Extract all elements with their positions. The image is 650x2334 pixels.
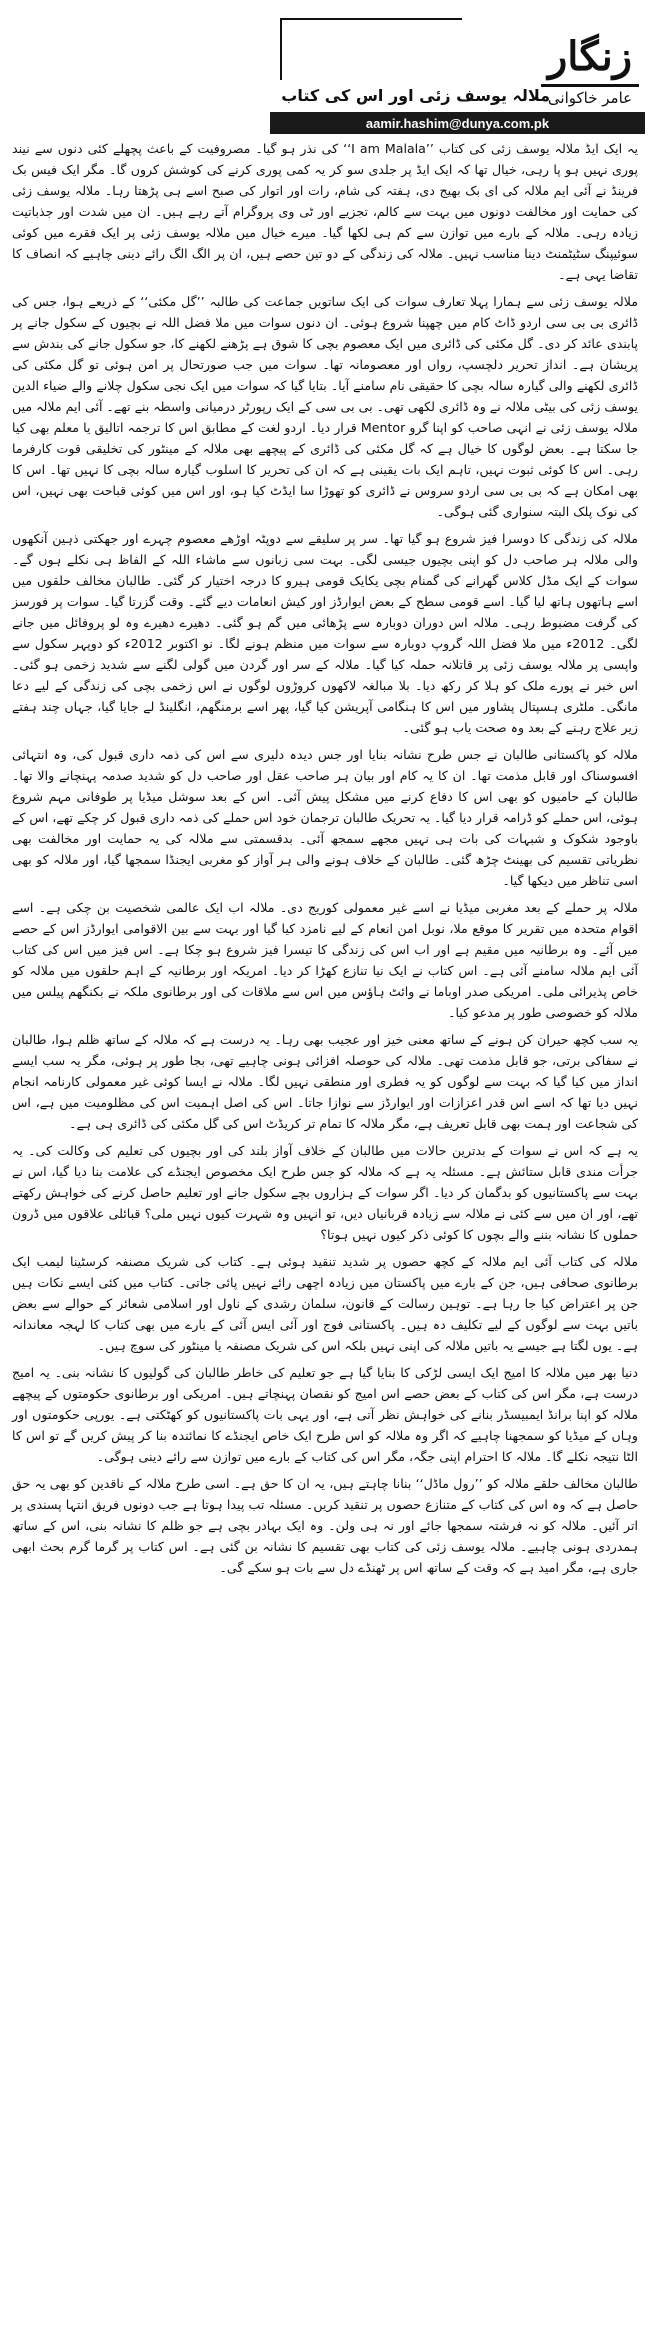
- article-paragraph: ملالہ کو پاکستانی طالبان نے جس طرح نشانہ بنایا اور جس دیدہ دلیری سے اس کی ذمہ داری قبول کی، وہ انتہائی افسوسناک اور قابل مذمت تھا۔ ان کا یہ کام اور بیان ہر صاحب عقل اور صاحب دل کو شدید صدمہ پہنچانے والا تھا۔ طالبان کے حامیوں کو بھی اس کا دفاع کرنے میں مشکل پیش آئی۔ اس کے بعد سوشل میڈیا پر طوفانی مہم شروع ہوئی، اس حملے کو ڈرامہ قرار دیا گیا۔ یہ تحریک طالبان ترجمان خود اس حملے کی ذمہ داری قبول کر چکے تھے، اس کے باوجود شکوک و شبہات کی بات ہی نہیں مجھے سمجھ آئی۔ بدقسمتی سے ملالہ کی یہ حمایت اور مخالفت بھی نظریاتی تقسیم کی بھینٹ چڑھ گئی۔ طالبان کے خلاف ہونے والی ہر آواز کو مغربی ایجنڈا سمجھا گیا، اور ملالہ کو بھی اسی تناظر میں دیکھا گیا۔: [12, 747, 638, 888]
- article-paragraph: دنیا بھر میں ملالہ کا امیج ایک ایسی لڑکی کا بنایا گیا ہے جو تعلیم کی خاطر طالبان کی گولیوں کا نشانہ بنی۔ یہ امیج درست ہے، مگر اس کی کتاب کے بعض حصے اس امیج کو نقصان پہنچاتے ہیں۔ امریکی اور برطانوی حکومتوں کے پیچھے ملالہ کو اپنا برانڈ ایمبیسڈر بنانے کی خواہش نظر آتی ہے، اور یہی بات پاکستانیوں کو کھٹکتی ہے۔ یورپی حکومتوں اور وہاں کے میڈیا کو سمجھنا چاہیے کہ اگر وہ ملالہ کو اس طرح ایک خاص ایجنڈے کا نمائندہ بنا کر پیش کریں گے تو اس کا الٹا نتیجہ نکلے گا۔ ملالہ کا احترام اپنی جگہ، مگر اس کی کتاب کے بارے میں توازن سے رائے دینی ہوگی۔: [12, 1365, 638, 1464]
- article-paragraph: طالبان مخالف حلقے ملالہ کو ’’رول ماڈل‘‘ بنانا چاہتے ہیں، یہ ان کا حق ہے۔ اسی طرح ملالہ کے ناقدین کو بھی یہ حق حاصل ہے کہ وہ اس کی کتاب کے متنازع حصوں پر تنقید کریں۔ مسئلہ تب پیدا ہوتا ہے جب دونوں فریق انتہا پسندی پر اتر آئیں۔ ملالہ کو نہ فرشتہ سمجھا جائے اور نہ ہی ولن۔ وہ ایک بہادر بچی ہے جو ظلم کا نشانہ بنی، اس کے ساتھ ہمدردی ہونی چاہیے۔ ملالہ یوسف زئی کی کتاب بھی تقسیم کا نشانہ بن گئی ہے۔ اس کتاب پر گرما گرم بحث ابھی جاری ہے، مگر امید ہے کہ وقت کے ساتھ اس پر ٹھنڈے دل سے بات ہو سکے گی۔: [12, 1476, 638, 1575]
- header-frame: [280, 18, 462, 80]
- column-headline: ملالہ یوسف زئی اور اس کی کتاب: [281, 86, 550, 105]
- article-paragraph: ملالہ کی کتاب آئی ایم ملالہ کے کچھ حصوں پر شدید تنقید ہوئی ہے۔ کتاب کی شریک مصنفہ کرسٹینا لیمب ایک برطانوی صحافی ہیں، جن کے بارے میں پاکستان میں زیادہ اچھی رائے نہیں پائی جاتی۔ کتاب میں کئی ایسے نکات ہیں جن پر اعتراض کیا جا رہا ہے۔ توہین رسالت کے قانون، سلمان رشدی کے ناول اور اسلامی شعائر کے حوالے سے بعض باتیں بہت سے لوگوں کے لیے تکلیف دہ ہیں۔ پاکستانی فوج اور آئی ایس آئی کے بارے میں بھی کتاب کا لہجہ معاندانہ ہے۔ یوں لگتا ہے جیسے یہ باتیں ملالہ کی اپنی نہیں بلکہ اس کی شریک مصنفہ یا مینٹور کی سوچ ہیں۔: [12, 1254, 638, 1353]
- article-paragraph: ملالہ پر حملے کے بعد مغربی میڈیا نے اسے غیر معمولی کوریج دی۔ ملالہ اب ایک عالمی شخصیت بن چکی ہے۔ اسے اقوام متحدہ میں تقریر کا موقع ملا، نوبل امن انعام کے لیے نامزد کیا گیا اور بہت سے بین الاقوامی ایوارڈز اس کے حصے میں آئے۔ وہ برطانیہ میں مقیم ہے اور اب اس کی زندگی کا تیسرا فیز شروع ہو چکا ہے۔ اس فیز میں اس کی کتاب آئی ایم ملالہ سامنے آئی ہے۔ اس کتاب نے ایک نیا تنازع کھڑا کر دیا۔ امریکہ اور برطانیہ کے اہم حلقوں میں ملالہ کو خاص پذیرائی ملی۔ امریکی صدر اوباما نے وائٹ ہاؤس میں اس سے ملاقات کی اور برطانوی ملکہ نے بکنگھم پیلس میں ملالہ کو خصوصی طور پر مدعو کیا۔: [12, 900, 638, 1020]
- article-body: [12, 138, 638, 1584]
- author-email[interactable]: aamir.hashim@dunya.com.pk: [270, 112, 645, 134]
- article-paragraph: ملالہ کی زندگی کا دوسرا فیز شروع ہو گیا تھا۔ سر پر سلیقے سے دوپٹہ اوڑھے معصوم چہرے اور جھکتی ذہین آنکھوں والی ملالہ ہر صاحب دل کو اپنی بچیوں جیسی لگی۔ بہت سی زبانوں سے ماشاء اللہ کے الفاظ ہی نکلے ہوں گے۔ سوات کے ایک مڈل کلاس گھرانے کی گمنام بچی یکایک قومی ہیرو کا درجہ اختیار کر گئی۔ طالبان مخالف حلقوں میں اسے ہاتھوں ہاتھ لیا گیا۔ اسے قومی سطح کے بعض ایوارڈز اور کیش انعامات دیے گئے۔ وقت گزرتا گیا۔ سوات پر فورسز کی گرفت مضبوط رہی۔ ملالہ اس دوران دوبارہ سے پڑھائی میں گم ہو گئی۔ دھیرے دھیرے وہ لو پروفائل میں جانے لگی۔ 2012ء میں ملا فضل اللہ گروپ دوبارہ سے سوات میں منظم ہونے لگا۔ نو اکتوبر 2012ء کو دوپہر سکول سے واپسی پر ملالہ یوسف زئی پر قاتلانہ حملہ کیا گیا۔ ملالہ کے سر اور گردن میں گولی لگنے سے شدید زخمی ہو گئی۔ اس خبر نے پورے ملک کو ہلا کر رکھ دیا۔ بلا مبالغہ لاکھوں کروڑوں لوگوں نے اس زخمی بچی کی زندگی کے لیے دعا مانگی۔ ملٹری ہسپتال پشاور میں اس کا ہنگامی آپریشن کیا گیا، پھر اسے برمنگھم، انگلینڈ لے جایا گیا، جہاں چند ہفتے زیر علاج رہنے کے بعد وہ صحت یاب ہو گئی۔: [12, 531, 639, 735]
- article-paragraph: یہ ہے کہ اس نے سوات کے بدترین حالات میں طالبان کے خلاف آواز بلند کی اور بچیوں کی تعلیم کی وکالت کی۔ یہ جرأت مندی قابل ستائش ہے۔ مسئلہ یہ ہے کہ ملالہ کو جس طرح ایک مخصوص ایجنڈے کی علامت بنا دیا گیا، اس نے بہت سے پاکستانیوں کو بدگمان کر دیا۔ اگر سوات کے ہزاروں بچے سکول جانے اور تعلیم حاصل کرنے کی خواہش رکھتے تھے، اور ان میں سے کئی نے ملالہ سے زیادہ قربانیاں دیں، تو انہیں وہ شہرت کیوں نہیں ملی؟ قبائلی علاقوں میں ڈرون حملوں کا نشانہ بننے والے بچوں کا کوئی ذکر کیوں نہیں ہوتا؟: [12, 1143, 638, 1242]
- author-name: عامر خاکوانی: [547, 89, 633, 107]
- column-header: [270, 10, 645, 130]
- article-paragraph: یہ سب کچھ حیران کن ہونے کے ساتھ معنی خیز اور عجیب بھی رہا۔ یہ درست ہے کہ ملالہ کے ساتھ ظلم ہوا، طالبان نے سفاکی برتی، جو قابل مذمت تھی۔ ملالہ کی حوصلہ افزائی ہونی چاہیے تھی، بجا طور پر ہوئی، مگر یہ سب ایسے انداز میں کیا گیا کہ بہت سے لوگوں کو یہ فطری اور منطقی نہیں لگا۔ ملالہ نے ایسا کوئی غیر معمولی کارنامہ انجام نہیں دیا تھا کہ اسے اس قدر اعزازات اور ایوارڈز سے نوازا جاتا۔ اس کی اصل اہمیت اس کی مظلومیت میں ہے، اس کی شجاعت اور ہمت بھی قابل تعریف ہے، مگر ملالہ کا تمام تر کریڈٹ اس کی گل مکئی کی ڈائری ہی ہے۔: [12, 1032, 638, 1131]
- column-logo-text: زنگار: [547, 33, 633, 80]
- logo-divider: [541, 84, 639, 87]
- article-paragraph: ملالہ یوسف زئی سے ہمارا پہلا تعارف سوات کی ایک ساتویں جماعت کی طالبہ ’’گل مکئی‘‘ کے ذریعے ہوا، جس کی ڈائری بی بی سی اردو ڈاٹ کام میں چھپنا شروع ہوئی۔ ان دنوں سوات میں ملا فضل اللہ نے بچیوں کے سکول جانے پر پابندی عائد کر دی۔ گل مکئی کی ڈائری میں ایک معصوم بچی کا شوق ہے پڑھنے لکھنے کا، جو سکول جانے کی بندش سے پریشان ہے۔ انداز تحریر دلچسپ، رواں اور معصومانہ تھا۔ سوات میں جب صورتحال پر امن ہوئی تو گل مکئی کی ڈائری لکھنے والی گیارہ سالہ بچی کا حقیقی نام سامنے آیا۔ بتایا گیا کہ سوات میں ایک نجی سکول چلانے والے ضیاء الدین یوسف زئی کی بیٹی ملالہ نے وہ ڈائری لکھی تھی۔ بی بی سی کے ایک رپورٹر درمیانی واسطہ بنے تھے۔ آئی ایم ملالہ میں ملالہ یوسف زئی نے انہی صاحب کو اپنا گرو Mentor قرار دیا۔ اردو لغت کے مطابق اس کا ترجمہ اتالیق یا معلم بھی کیا جا سکتا ہے۔ بعض لوگوں کا خیال ہے کہ گل مکئی کی ڈائری کے پیچھے بھی ملالہ کے مینٹور کی تخلیقی قوت کارفرما رہی۔ اس کا کوئی ثبوت نہیں، تاہم ایک بات یقینی ہے کہ ان کی تحریر کا اسلوب گیارہ سالہ بچی کا نہیں تھا۔ اس کا بھی امکان ہے کہ بی بی سی اردو سروس نے ڈائری کو تھوڑا سا ایڈٹ کیا ہو، اور اس میں کوئی قباحت بھی نہیں، اس کی نوک پلک البتہ سنواری گئی ہوگی۔: [12, 294, 638, 519]
- article-paragraph: یہ ایک ایڈ ملالہ یوسف زئی کی کتاب ’’I am Malala‘‘ کی نذر ہو گیا۔ مصروفیت کے باعث پچھلے کئی دنوں سے نیند پوری نہیں ہو پا رہی، خیال تھا کہ ایک ایڈ پر جلدی سو کر یہ کمی پوری کرنے کی کوشش کروں گا۔ مگر ایک فیس بک فرینڈ نے آئی ایم ملالہ کی ای بک بھیج دی، ہفتہ کی شام، رات اور اتوار کی صبح اسے ہی پڑھتا رہا۔ ملالہ یوسف زئی کی حمایت اور مخالفت دونوں میں بہت سے کالم، تجزیے اور ٹی وی پروگرام آتے رہے ہیں۔ ان میں شدت اور جذباتیت زیادہ رہی۔ ملالہ کے بارے میں توازن سے کم ہی لکھا گیا۔ میرے خیال میں ملالہ یوسف زئی پر ایک فقرے میں کوئی سوئیپنگ سٹیٹمنٹ دینا مناسب نہیں۔ ملالہ کی زندگی کے دو تین حصے ہیں، ان پر الگ الگ رائے دینی چاہیے کہ انصاف کا تقاضا یہی ہے۔: [12, 141, 638, 282]
